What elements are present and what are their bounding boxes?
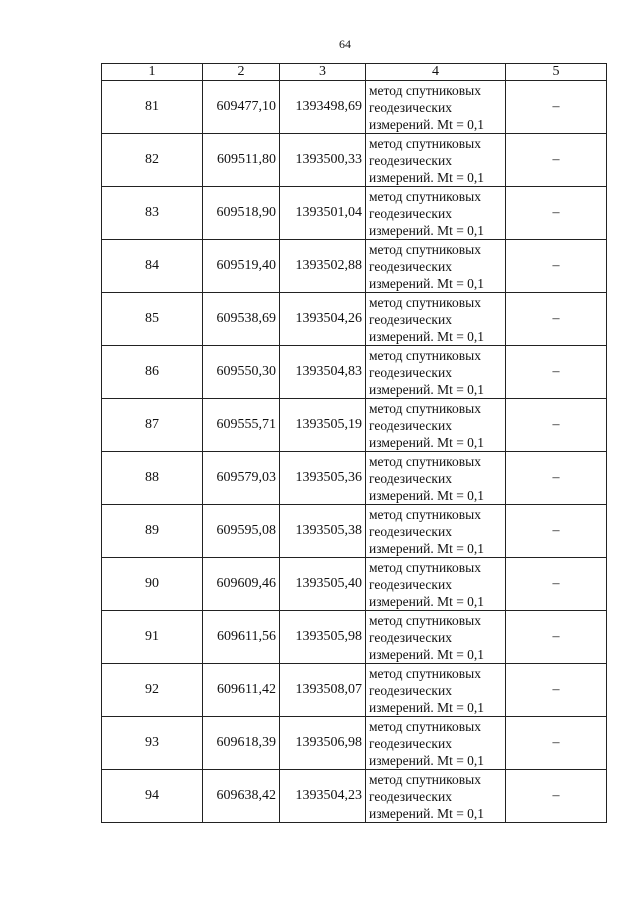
x-coordinate-cell: 609611,42 [203, 664, 280, 717]
method-line: измерений. Mt = 0,1 [369, 487, 485, 503]
method-line: измерений. Mt = 0,1 [369, 699, 485, 715]
method-line: геодезических [369, 576, 452, 592]
point-number-cell: 82 [102, 134, 203, 187]
table-row [102, 399, 607, 452]
table-body [102, 81, 607, 823]
method-line: метод спутниковых [369, 506, 481, 522]
table-row [102, 293, 607, 346]
table-row [102, 770, 607, 823]
method-line: геодезических [369, 311, 452, 327]
coordinates-table [101, 63, 607, 823]
note-cell: – [506, 452, 607, 505]
note-cell: – [506, 770, 607, 823]
x-coordinate-cell: 609579,03 [203, 452, 280, 505]
point-number-cell: 85 [102, 293, 203, 346]
table-row [102, 81, 607, 134]
method-cell [366, 134, 506, 187]
note-cell: – [506, 717, 607, 770]
x-coordinate-cell: 609538,69 [203, 293, 280, 346]
method-line: измерений. Mt = 0,1 [369, 328, 485, 344]
x-coordinate-cell: 609477,10 [203, 81, 280, 134]
header-col-4: 4 [366, 64, 506, 81]
method-line: геодезических [369, 682, 452, 698]
method-cell [366, 293, 506, 346]
x-coordinate-cell: 609595,08 [203, 505, 280, 558]
method-line: геодезических [369, 258, 452, 274]
x-coordinate-cell: 609511,80 [203, 134, 280, 187]
method-line: измерений. Mt = 0,1 [369, 805, 485, 821]
x-coordinate-cell: 609638,42 [203, 770, 280, 823]
method-line: измерений. Mt = 0,1 [369, 540, 485, 556]
method-cell [366, 558, 506, 611]
method-line: измерений. Mt = 0,1 [369, 275, 485, 291]
note-cell: – [506, 187, 607, 240]
note-cell: – [506, 399, 607, 452]
method-line: измерений. Mt = 0,1 [369, 593, 485, 609]
point-number-cell: 88 [102, 452, 203, 505]
point-number-cell: 91 [102, 611, 203, 664]
method-line: метод спутниковых [369, 665, 481, 681]
table-row [102, 717, 607, 770]
x-coordinate-cell: 609519,40 [203, 240, 280, 293]
method-cell [366, 452, 506, 505]
y-coordinate-cell: 1393504,23 [280, 770, 366, 823]
table-row [102, 505, 607, 558]
method-line: измерений. Mt = 0,1 [369, 116, 485, 132]
page-number: 64 [339, 37, 351, 51]
method-line: измерений. Mt = 0,1 [369, 169, 485, 185]
method-line: измерений. Mt = 0,1 [369, 752, 485, 768]
point-number-cell: 86 [102, 346, 203, 399]
method-line: измерений. Mt = 0,1 [369, 646, 485, 662]
method-line: метод спутниковых [369, 135, 481, 151]
method-cell [366, 399, 506, 452]
method-cell [366, 81, 506, 134]
method-cell [366, 346, 506, 399]
method-cell [366, 187, 506, 240]
point-number-cell: 84 [102, 240, 203, 293]
y-coordinate-cell: 1393505,40 [280, 558, 366, 611]
y-coordinate-cell: 1393505,19 [280, 399, 366, 452]
method-line: метод спутниковых [369, 347, 481, 363]
method-line: измерений. Mt = 0,1 [369, 434, 485, 450]
point-number-cell: 87 [102, 399, 203, 452]
method-cell [366, 505, 506, 558]
method-line: метод спутниковых [369, 82, 481, 98]
table-row [102, 664, 607, 717]
table-row [102, 187, 607, 240]
table-row [102, 452, 607, 505]
method-line: метод спутниковых [369, 771, 481, 787]
x-coordinate-cell: 609555,71 [203, 399, 280, 452]
table-row [102, 611, 607, 664]
note-cell: – [506, 134, 607, 187]
note-cell: – [506, 81, 607, 134]
x-coordinate-cell: 609550,30 [203, 346, 280, 399]
point-number-cell: 89 [102, 505, 203, 558]
note-cell: – [506, 240, 607, 293]
x-coordinate-cell: 609518,90 [203, 187, 280, 240]
method-line: метод спутниковых [369, 400, 481, 416]
header-col-5: 5 [506, 64, 607, 81]
header-col-3: 3 [280, 64, 366, 81]
point-number-cell: 93 [102, 717, 203, 770]
note-cell: – [506, 293, 607, 346]
note-cell: – [506, 664, 607, 717]
header-col-2: 2 [203, 64, 280, 81]
y-coordinate-cell: 1393502,88 [280, 240, 366, 293]
method-line: геодезических [369, 152, 452, 168]
method-line: метод спутниковых [369, 188, 481, 204]
method-cell [366, 770, 506, 823]
x-coordinate-cell: 609611,56 [203, 611, 280, 664]
note-cell: – [506, 558, 607, 611]
note-cell: – [506, 611, 607, 664]
table-header-row [102, 64, 607, 81]
point-number-cell: 81 [102, 81, 203, 134]
y-coordinate-cell: 1393501,04 [280, 187, 366, 240]
point-number-cell: 90 [102, 558, 203, 611]
method-line: геодезических [369, 523, 452, 539]
x-coordinate-cell: 609609,46 [203, 558, 280, 611]
method-line: геодезических [369, 629, 452, 645]
point-number-cell: 94 [102, 770, 203, 823]
table-row [102, 346, 607, 399]
method-line: геодезических [369, 788, 452, 804]
method-line: геодезических [369, 364, 452, 380]
y-coordinate-cell: 1393508,07 [280, 664, 366, 717]
method-line: метод спутниковых [369, 559, 481, 575]
method-line: геодезических [369, 417, 452, 433]
y-coordinate-cell: 1393500,33 [280, 134, 366, 187]
header-col-1: 1 [102, 64, 203, 81]
method-line: измерений. Mt = 0,1 [369, 222, 485, 238]
method-line: метод спутниковых [369, 241, 481, 257]
method-line: метод спутниковых [369, 612, 481, 628]
point-number-cell: 83 [102, 187, 203, 240]
method-line: метод спутниковых [369, 718, 481, 734]
method-line: геодезических [369, 205, 452, 221]
method-line: геодезических [369, 735, 452, 751]
x-coordinate-cell: 609618,39 [203, 717, 280, 770]
note-cell: – [506, 505, 607, 558]
method-line: геодезических [369, 99, 452, 115]
table-row [102, 134, 607, 187]
y-coordinate-cell: 1393506,98 [280, 717, 366, 770]
method-line: геодезических [369, 470, 452, 486]
method-line: метод спутниковых [369, 294, 481, 310]
y-coordinate-cell: 1393504,26 [280, 293, 366, 346]
y-coordinate-cell: 1393505,98 [280, 611, 366, 664]
y-coordinate-cell: 1393505,38 [280, 505, 366, 558]
table-row [102, 240, 607, 293]
method-line: метод спутниковых [369, 453, 481, 469]
y-coordinate-cell: 1393505,36 [280, 452, 366, 505]
method-cell [366, 717, 506, 770]
point-number-cell: 92 [102, 664, 203, 717]
table-row [102, 558, 607, 611]
method-cell [366, 664, 506, 717]
method-cell [366, 240, 506, 293]
note-cell: – [506, 346, 607, 399]
y-coordinate-cell: 1393498,69 [280, 81, 366, 134]
method-line: измерений. Mt = 0,1 [369, 381, 485, 397]
method-cell [366, 611, 506, 664]
y-coordinate-cell: 1393504,83 [280, 346, 366, 399]
